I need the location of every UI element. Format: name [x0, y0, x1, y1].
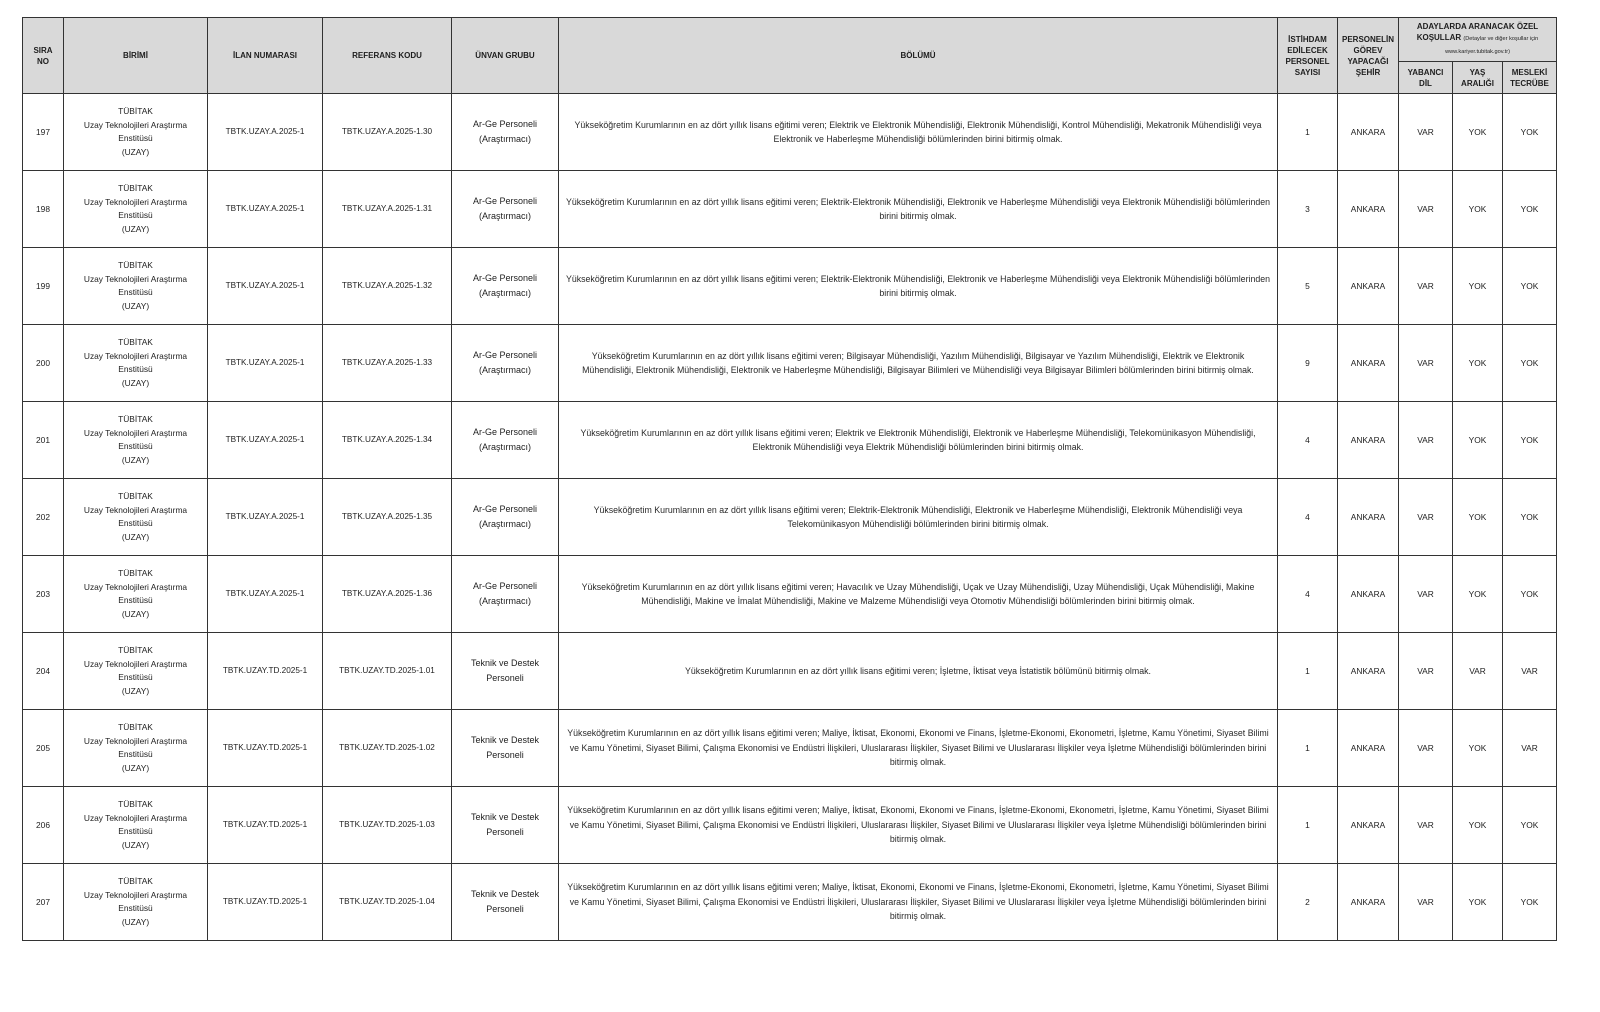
- cell-yas-araligi: VAR: [1453, 633, 1503, 710]
- cell-sira-no: 198: [23, 171, 64, 248]
- birim-line: Uzay Teknolojileri Araştırma: [83, 581, 188, 592]
- birim-line: (UZAY): [121, 762, 150, 773]
- cell-sira-no: 200: [23, 325, 64, 402]
- cell-referans-kodu: TBTK.UZAY.A.2025-1.32: [323, 248, 452, 325]
- cell-birimi: [64, 248, 208, 325]
- cell-personel-sayisi: 5: [1278, 248, 1338, 325]
- unvan-line: (Araştırmacı): [478, 134, 531, 144]
- cell-unvan-grubu: [452, 325, 559, 402]
- cell-personel-sayisi: 9: [1278, 325, 1338, 402]
- birim-line: (UZAY): [121, 839, 150, 850]
- header-sira-no: SIRA NO: [23, 18, 64, 94]
- cell-mesleki-tecrube: YOK: [1503, 325, 1557, 402]
- cell-yabanci-dil: VAR: [1399, 556, 1453, 633]
- cell-bolumu: Yükseköğretim Kurumlarının en az dört yıllık lisans eğitimi veren; Havacılık ve Uzay Mühendisliği, Uçak ve Uzay Mühendisliği, Uzay Mühendisliği, Uçak Mühendisliği, Makine Mühendisliği, Makine ve İmalat Mühendisliği, Makine ve Malzeme Mühendisliği veya Otomotiv Mühendisliği bölümlerinden birini bitirmiş olmak.: [559, 556, 1278, 633]
- birim-line: (UZAY): [121, 223, 150, 234]
- cell-unvan-grubu: [452, 402, 559, 479]
- cell-bolumu: Yükseköğretim Kurumlarının en az dört yıllık lisans eğitimi veren; Maliye, İktisat, Ekonomi, Ekonomi ve Finans, İşletme-Ekonomi, Ekonometri, İşletme, Kamu Yönetimi, Siyaset Bilimi ve Kamu Yönetimi, Siyaset Bilimi, Çalışma Ekonomisi ve Endüstri İlişkileri, Uluslararası İlişkiler, Siyaset Bilimi ve Uluslararası İlişkiler veya İşletme Mühendisliği bölümlerinden birini bitirmiş olmak.: [559, 710, 1278, 787]
- cell-yabanci-dil: VAR: [1399, 171, 1453, 248]
- cell-personel-sayisi: 1: [1278, 710, 1338, 787]
- cell-referans-kodu: TBTK.UZAY.A.2025-1.30: [323, 94, 452, 171]
- birim-line: Uzay Teknolojileri Araştırma: [83, 350, 188, 361]
- cell-unvan-grubu: [452, 633, 559, 710]
- birim-line: (UZAY): [121, 377, 150, 388]
- cell-referans-kodu: TBTK.UZAY.A.2025-1.35: [323, 479, 452, 556]
- unvan-line: Ar-Ge Personeli: [472, 119, 538, 129]
- unvan-line: (Araştırmacı): [478, 288, 531, 298]
- unvan-line: Ar-Ge Personeli: [472, 196, 538, 206]
- cell-yas-araligi: YOK: [1453, 248, 1503, 325]
- unvan-line: Ar-Ge Personeli: [472, 350, 538, 360]
- cell-referans-kodu: TBTK.UZAY.TD.2025-1.01: [323, 633, 452, 710]
- cell-sehir: ANKARA: [1338, 171, 1399, 248]
- table-row: [23, 94, 1557, 171]
- cell-ilan-numarasi: TBTK.UZAY.TD.2025-1: [208, 864, 323, 941]
- table-body: [23, 94, 1557, 941]
- cell-sehir: ANKARA: [1338, 556, 1399, 633]
- unvan-line: Teknik ve Destek: [470, 889, 540, 899]
- cell-bolumu: Yükseköğretim Kurumlarının en az dört yıllık lisans eğitimi veren; Maliye, İktisat, Ekonomi, Ekonomi ve Finans, İşletme-Ekonomi, Ekonometri, İşletme, Kamu Yönetimi, Siyaset Bilimi ve Kamu Yönetimi, Siyaset Bilimi, Çalışma Ekonomisi ve Endüstri İlişkileri, Uluslararası İlişkiler, Siyaset Bilimi ve Uluslararası İlişkiler veya İşletme Mühendisliği bölümlerinden birini bitirmiş olmak.: [559, 787, 1278, 864]
- birim-line: (UZAY): [121, 685, 150, 696]
- table-row: [23, 633, 1557, 710]
- cell-bolumu: Yükseköğretim Kurumlarının en az dört yıllık lisans eğitimi veren; Elektrik-Elektronik Mühendisliği, Elektronik ve Haberleşme Mühendisliği veya Elektronik Mühendisliği bölümlerinden birini bitirmiş olmak.: [559, 248, 1278, 325]
- cell-sira-no: 201: [23, 402, 64, 479]
- unvan-line: (Araştırmacı): [478, 365, 531, 375]
- header-referans-kodu: REFERANS KODU: [323, 18, 452, 94]
- table-row: [23, 710, 1557, 787]
- cell-sira-no: 203: [23, 556, 64, 633]
- job-postings-table: [22, 17, 1557, 941]
- table-row: [23, 479, 1557, 556]
- cell-yas-araligi: YOK: [1453, 479, 1503, 556]
- cell-personel-sayisi: 2: [1278, 864, 1338, 941]
- cell-ilan-numarasi: TBTK.UZAY.TD.2025-1: [208, 710, 323, 787]
- cell-yas-araligi: YOK: [1453, 864, 1503, 941]
- header-gorev-sehri: [1338, 18, 1399, 94]
- cell-referans-kodu: TBTK.UZAY.A.2025-1.34: [323, 402, 452, 479]
- header-yas-araligi: YAŞ ARALIĞI: [1453, 62, 1503, 94]
- cell-personel-sayisi: 4: [1278, 479, 1338, 556]
- birim-line: (UZAY): [121, 531, 150, 542]
- cell-birimi: [64, 864, 208, 941]
- cell-birimi: [64, 556, 208, 633]
- table-row: [23, 402, 1557, 479]
- header-istihdam-line2: PERSONEL SAYISI: [1285, 56, 1330, 77]
- birim-line: TÜBİTAK: [118, 183, 153, 193]
- cell-birimi: [64, 402, 208, 479]
- cell-personel-sayisi: 3: [1278, 171, 1338, 248]
- cell-sira-no: 202: [23, 479, 64, 556]
- cell-bolumu: Yükseköğretim Kurumlarının en az dört yıllık lisans eğitimi veren; İşletme, İktisat veya İstatistik bölümünü bitirmiş olmak.: [559, 633, 1278, 710]
- cell-sira-no: 206: [23, 787, 64, 864]
- header-sehir-line1: PERSONELİN GÖREV: [1342, 34, 1395, 55]
- cell-ilan-numarasi: TBTK.UZAY.A.2025-1: [208, 171, 323, 248]
- cell-mesleki-tecrube: YOK: [1503, 479, 1557, 556]
- cell-mesleki-tecrube: VAR: [1503, 710, 1557, 787]
- cell-birimi: [64, 171, 208, 248]
- cell-referans-kodu: TBTK.UZAY.TD.2025-1.04: [323, 864, 452, 941]
- table-row: [23, 556, 1557, 633]
- cell-bolumu: Yükseköğretim Kurumlarının en az dört yıllık lisans eğitimi veren; Maliye, İktisat, Ekonomi, Ekonomi ve Finans, İşletme-Ekonomi, Ekonometri, İşletme, Kamu Yönetimi, Siyaset Bilimi ve Kamu Yönetimi, Siyaset Bilimi, Çalışma Ekonomisi ve Endüstri İlişkileri, Uluslararası İlişkiler, Siyaset Bilimi ve Uluslararası İlişkiler veya İşletme Mühendisliği bölümlerinden birini bitirmiş olmak.: [559, 864, 1278, 941]
- header-yabanci-dil: YABANCI DİL: [1399, 62, 1453, 94]
- cell-sira-no: 197: [23, 94, 64, 171]
- header-mesleki-tecrube: MESLEKİ TECRÜBE: [1503, 62, 1557, 94]
- cell-yabanci-dil: VAR: [1399, 864, 1453, 941]
- cell-birimi: [64, 479, 208, 556]
- birim-line: TÜBİTAK: [118, 645, 153, 655]
- cell-bolumu: Yükseköğretim Kurumlarının en az dört yıllık lisans eğitimi veren; Elektrik-Elektronik Mühendisliği, Elektronik ve Haberleşme Mühendisliği veya Elektronik Mühendisliği bölümlerinden birini bitirmiş olmak.: [559, 171, 1278, 248]
- cell-yas-araligi: YOK: [1453, 171, 1503, 248]
- cell-sehir: ANKARA: [1338, 864, 1399, 941]
- cell-referans-kodu: TBTK.UZAY.A.2025-1.36: [323, 556, 452, 633]
- birim-line: (UZAY): [121, 454, 150, 465]
- cell-yabanci-dil: VAR: [1399, 248, 1453, 325]
- cell-yas-araligi: YOK: [1453, 94, 1503, 171]
- cell-bolumu: Yükseköğretim Kurumlarının en az dört yıllık lisans eğitimi veren; Elektrik ve Elektronik Mühendisliği, Elektronik Mühendisliği, Kontrol Mühendisliği, Mekatronik Mühendisliği veya Elektronik ve Haberleşme Mühendisliği bölümlerinden birini bitirmiş olmak.: [559, 94, 1278, 171]
- cell-yabanci-dil: VAR: [1399, 787, 1453, 864]
- birim-line: Uzay Teknolojileri Araştırma: [83, 504, 188, 515]
- cell-mesleki-tecrube: YOK: [1503, 171, 1557, 248]
- cell-unvan-grubu: [452, 787, 559, 864]
- birim-line: Uzay Teknolojileri Araştırma: [83, 889, 188, 900]
- cell-mesleki-tecrube: YOK: [1503, 787, 1557, 864]
- cell-yabanci-dil: VAR: [1399, 325, 1453, 402]
- header-ilan-numarasi: İLAN NUMARASI: [208, 18, 323, 94]
- cell-yas-araligi: YOK: [1453, 556, 1503, 633]
- cell-sehir: ANKARA: [1338, 402, 1399, 479]
- cell-ilan-numarasi: TBTK.UZAY.A.2025-1: [208, 94, 323, 171]
- cell-ilan-numarasi: TBTK.UZAY.A.2025-1: [208, 479, 323, 556]
- birim-line: Enstitüsü: [118, 595, 153, 605]
- unvan-line: Ar-Ge Personeli: [472, 273, 538, 283]
- birim-line: TÜBİTAK: [118, 876, 153, 886]
- header-unvan-grubu: ÜNVAN GRUBU: [452, 18, 559, 94]
- header-istihdam-line1: İSTİHDAM EDİLECEK: [1287, 34, 1328, 55]
- unvan-line: Ar-Ge Personeli: [472, 427, 538, 437]
- birim-line: Enstitüsü: [118, 518, 153, 528]
- header-sehir-line2: YAPACAĞI ŞEHİR: [1347, 56, 1389, 77]
- birim-line: TÜBİTAK: [118, 568, 153, 578]
- cell-sehir: ANKARA: [1338, 479, 1399, 556]
- cell-mesleki-tecrube: YOK: [1503, 94, 1557, 171]
- cell-referans-kodu: TBTK.UZAY.TD.2025-1.03: [323, 787, 452, 864]
- unvan-line: Personeli: [486, 827, 524, 837]
- birim-line: TÜBİTAK: [118, 337, 153, 347]
- birim-line: TÜBİTAK: [118, 799, 153, 809]
- table-row: [23, 248, 1557, 325]
- cell-mesleki-tecrube: YOK: [1503, 402, 1557, 479]
- cell-referans-kodu: TBTK.UZAY.A.2025-1.33: [323, 325, 452, 402]
- cell-birimi: [64, 787, 208, 864]
- cell-personel-sayisi: 4: [1278, 556, 1338, 633]
- cell-yas-araligi: YOK: [1453, 710, 1503, 787]
- cell-personel-sayisi: 1: [1278, 633, 1338, 710]
- table-row: [23, 864, 1557, 941]
- cell-ilan-numarasi: TBTK.UZAY.A.2025-1: [208, 556, 323, 633]
- cell-unvan-grubu: [452, 556, 559, 633]
- cell-personel-sayisi: 1: [1278, 94, 1338, 171]
- cell-sira-no: 207: [23, 864, 64, 941]
- cell-sira-no: 204: [23, 633, 64, 710]
- unvan-line: Personeli: [486, 673, 524, 683]
- birim-line: Enstitüsü: [118, 672, 153, 682]
- birim-line: Enstitüsü: [118, 210, 153, 220]
- table-row: [23, 787, 1557, 864]
- birim-line: Enstitüsü: [118, 364, 153, 374]
- birim-line: (UZAY): [121, 608, 150, 619]
- birim-line: Uzay Teknolojileri Araştırma: [83, 735, 188, 746]
- birim-line: Enstitüsü: [118, 441, 153, 451]
- birim-line: TÜBİTAK: [118, 414, 153, 424]
- cell-sehir: ANKARA: [1338, 633, 1399, 710]
- unvan-line: Teknik ve Destek: [470, 735, 540, 745]
- unvan-line: Personeli: [486, 750, 524, 760]
- cell-ilan-numarasi: TBTK.UZAY.TD.2025-1: [208, 787, 323, 864]
- cell-ilan-numarasi: TBTK.UZAY.A.2025-1: [208, 325, 323, 402]
- birim-line: Enstitüsü: [118, 287, 153, 297]
- cell-sira-no: 205: [23, 710, 64, 787]
- unvan-line: Ar-Ge Personeli: [472, 581, 538, 591]
- birim-line: TÜBİTAK: [118, 106, 153, 116]
- cell-unvan-grubu: [452, 171, 559, 248]
- cell-bolumu: Yükseköğretim Kurumlarının en az dört yıllık lisans eğitimi veren; Bilgisayar Mühendisliği, Yazılım Mühendisliği, Bilgisayar ve Yazılım Mühendisliği, Elektrik ve Elektronik Mühendisliği, Elektronik Mühendisliği, Elektronik ve Haberleşme Mühendisliği, Bilgisayar Bilimleri ve Mühendisliği veya Bilgisayar Bilimleri bölümlerinden birini bitirmiş olmak.: [559, 325, 1278, 402]
- birim-line: Uzay Teknolojileri Araştırma: [83, 427, 188, 438]
- cell-birimi: [64, 710, 208, 787]
- cell-personel-sayisi: 4: [1278, 402, 1338, 479]
- cell-yabanci-dil: VAR: [1399, 710, 1453, 787]
- header-bolumu: BÖLÜMÜ: [559, 18, 1278, 94]
- cell-mesleki-tecrube: YOK: [1503, 248, 1557, 325]
- table-row: [23, 325, 1557, 402]
- unvan-line: Teknik ve Destek: [470, 812, 540, 822]
- cell-sira-no: 199: [23, 248, 64, 325]
- cell-birimi: [64, 633, 208, 710]
- cell-ilan-numarasi: TBTK.UZAY.A.2025-1: [208, 248, 323, 325]
- cell-yabanci-dil: VAR: [1399, 402, 1453, 479]
- cell-birimi: [64, 325, 208, 402]
- birim-line: (UZAY): [121, 916, 150, 927]
- birim-line: TÜBİTAK: [118, 260, 153, 270]
- cell-unvan-grubu: [452, 864, 559, 941]
- cell-ilan-numarasi: TBTK.UZAY.TD.2025-1: [208, 633, 323, 710]
- cell-yas-araligi: YOK: [1453, 402, 1503, 479]
- cell-sehir: ANKARA: [1338, 710, 1399, 787]
- birim-line: (UZAY): [121, 300, 150, 311]
- unvan-line: Personeli: [486, 904, 524, 914]
- birim-line: Uzay Teknolojileri Araştırma: [83, 812, 188, 823]
- table-row: [23, 171, 1557, 248]
- header-ozel-kosullar: [1399, 18, 1557, 62]
- cell-unvan-grubu: [452, 248, 559, 325]
- cell-sehir: ANKARA: [1338, 325, 1399, 402]
- unvan-line: Ar-Ge Personeli: [472, 504, 538, 514]
- cell-mesleki-tecrube: YOK: [1503, 556, 1557, 633]
- cell-sehir: ANKARA: [1338, 787, 1399, 864]
- birim-line: Uzay Teknolojileri Araştırma: [83, 119, 188, 130]
- cell-sehir: ANKARA: [1338, 248, 1399, 325]
- birim-line: Uzay Teknolojileri Araştırma: [83, 196, 188, 207]
- birim-line: Uzay Teknolojileri Araştırma: [83, 273, 188, 284]
- unvan-line: (Araştırmacı): [478, 519, 531, 529]
- birim-line: Enstitüsü: [118, 133, 153, 143]
- cell-yas-araligi: YOK: [1453, 325, 1503, 402]
- cell-yabanci-dil: VAR: [1399, 94, 1453, 171]
- cell-bolumu: Yükseköğretim Kurumlarının en az dört yıllık lisans eğitimi veren; Elektrik-Elektronik Mühendisliği, Elektronik ve Haberleşme Mühendisliği, Elektronik Mühendisliği veya Telekomünikasyon Mühendisliği bölümlerinden birini bitirmiş olmak.: [559, 479, 1278, 556]
- cell-sehir: ANKARA: [1338, 94, 1399, 171]
- birim-line: Uzay Teknolojileri Araştırma: [83, 658, 188, 669]
- cell-mesleki-tecrube: VAR: [1503, 633, 1557, 710]
- birim-line: (UZAY): [121, 146, 150, 157]
- cell-unvan-grubu: [452, 479, 559, 556]
- cell-referans-kodu: TBTK.UZAY.A.2025-1.31: [323, 171, 452, 248]
- cell-yabanci-dil: VAR: [1399, 633, 1453, 710]
- cell-personel-sayisi: 1: [1278, 787, 1338, 864]
- birim-line: TÜBİTAK: [118, 722, 153, 732]
- cell-yas-araligi: YOK: [1453, 787, 1503, 864]
- cell-yabanci-dil: VAR: [1399, 479, 1453, 556]
- birim-line: TÜBİTAK: [118, 491, 153, 501]
- header-ozel-kosullar-title: ADAYLARDA ARANACAK ÖZEL KOŞULLAR: [1416, 22, 1539, 42]
- cell-unvan-grubu: [452, 94, 559, 171]
- cell-ilan-numarasi: TBTK.UZAY.A.2025-1: [208, 402, 323, 479]
- cell-mesleki-tecrube: YOK: [1503, 864, 1557, 941]
- cell-bolumu: Yükseköğretim Kurumlarının en az dört yıllık lisans eğitimi veren; Elektrik ve Elektronik Mühendisliği, Elektronik ve Haberleşme Mühendisliği, Telekomünikasyon Mühendisliği, Elektronik Mühendisliği veya Elektrik Mühendisliği bölümlerinden birini bitirmiş olmak.: [559, 402, 1278, 479]
- unvan-line: Teknik ve Destek: [470, 658, 540, 668]
- birim-line: Enstitüsü: [118, 749, 153, 759]
- header-ozel-kosullar-note: (Detaylar ve diğer koşullar için www.kariyer.tubitak.gov.tr): [1445, 36, 1539, 55]
- cell-referans-kodu: TBTK.UZAY.TD.2025-1.02: [323, 710, 452, 787]
- birim-line: Enstitüsü: [118, 826, 153, 836]
- header-istihdam-sayisi: [1278, 18, 1338, 94]
- birim-line: Enstitüsü: [118, 903, 153, 913]
- unvan-line: (Araştırmacı): [478, 596, 531, 606]
- cell-birimi: [64, 94, 208, 171]
- unvan-line: (Araştırmacı): [478, 442, 531, 452]
- cell-unvan-grubu: [452, 710, 559, 787]
- table-header: [23, 18, 1557, 94]
- unvan-line: (Araştırmacı): [478, 211, 531, 221]
- header-birimi: BİRİMİ: [64, 18, 208, 94]
